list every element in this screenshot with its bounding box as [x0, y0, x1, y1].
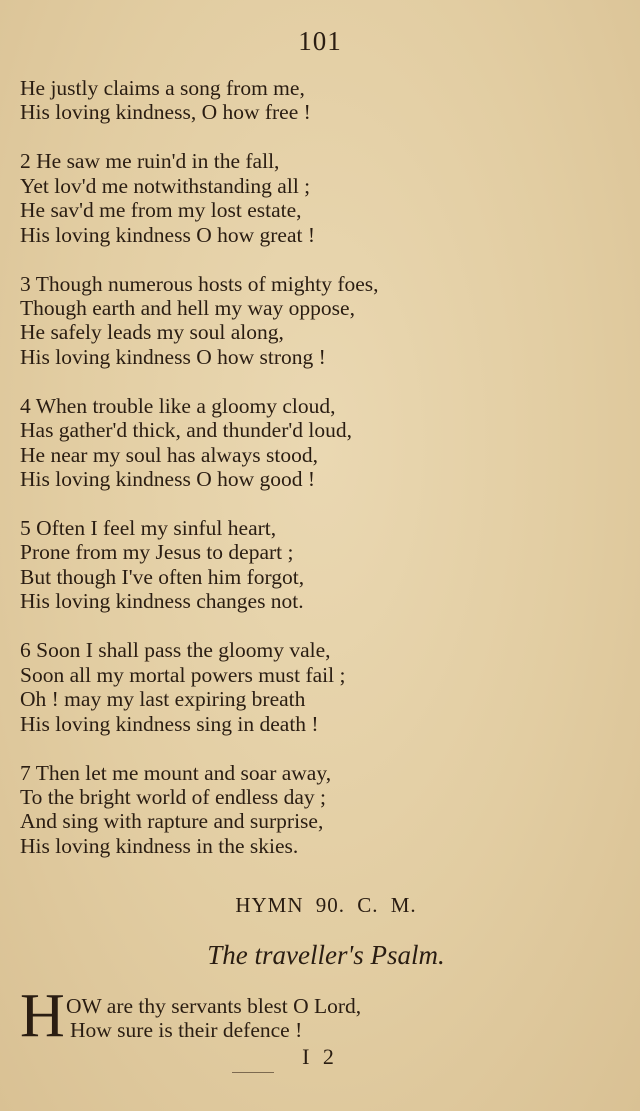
signature-mark: I 2 — [302, 1044, 338, 1069]
drop-cap: H — [20, 982, 65, 1050]
stanza — [20, 394, 620, 492]
verse-line: His loving kindness sing in death ! — [20, 711, 319, 736]
page-number: 101 — [298, 26, 342, 56]
verse-line: His loving kindness changes not. — [20, 589, 304, 614]
stanza — [20, 76, 620, 125]
verse-line: Though earth and hell my way oppose, — [20, 296, 355, 321]
verse-line: His loving kindness, O how free ! — [20, 100, 311, 125]
verse-line: 3 Though numerous hosts of mighty foes, — [20, 271, 379, 296]
verse-line: Oh ! may my last expiring breath — [20, 687, 306, 712]
verse-line: His loving kindness O how great ! — [20, 222, 315, 247]
hymn-subtitle: The traveller's Psalm. — [207, 940, 445, 970]
verse-line: How sure is their defence ! — [70, 1018, 303, 1043]
verse-line: 5 Often I feel my sinful heart, — [20, 516, 277, 541]
verse-line: His loving kindness in the skies. — [20, 833, 299, 858]
verse-line: He near my soul has always stood, — [20, 442, 318, 467]
verse-line: 4 When trouble like a gloomy cloud, — [20, 393, 336, 418]
stanza — [20, 516, 620, 614]
verse-line: Yet lov'd me notwithstanding all ; — [20, 173, 311, 198]
verse-line: Has gather'd thick, and thunder'd loud, — [20, 418, 352, 443]
verse-line: Prone from my Jesus to depart ; — [20, 540, 294, 565]
verse-line: OW are thy servants blest O Lord, — [66, 994, 362, 1018]
hymn-heading: HYMN 90. C. M. — [235, 893, 417, 917]
signature-rule — [232, 1072, 274, 1073]
stanza — [20, 149, 620, 247]
stanza — [20, 638, 620, 736]
stanza — [20, 272, 620, 370]
stanza — [20, 761, 620, 859]
verse-line: His loving kindness O how good ! — [20, 467, 316, 492]
verse-line: 7 Then let me mount and soar away, — [20, 760, 332, 785]
verse-line: 2 He saw me ruin'd in the fall, — [20, 149, 280, 174]
hymn-verses — [20, 76, 620, 883]
verse-line: He safely leads my soul along, — [20, 320, 284, 345]
verse-line: His loving kindness O how strong ! — [20, 344, 326, 369]
verse-line: Soon all my mortal powers must fail ; — [20, 662, 346, 687]
verse-line: But though I've often him forgot, — [20, 564, 305, 589]
verse-line: And sing with rapture and surprise, — [20, 809, 324, 834]
verse-line: 6 Soon I shall pass the gloomy vale, — [20, 638, 331, 663]
verse-line: He justly claims a song from me, — [20, 76, 305, 100]
verse-line: He sav'd me from my lost estate, — [20, 198, 302, 223]
verse-line: To the bright world of endless day ; — [20, 784, 327, 809]
